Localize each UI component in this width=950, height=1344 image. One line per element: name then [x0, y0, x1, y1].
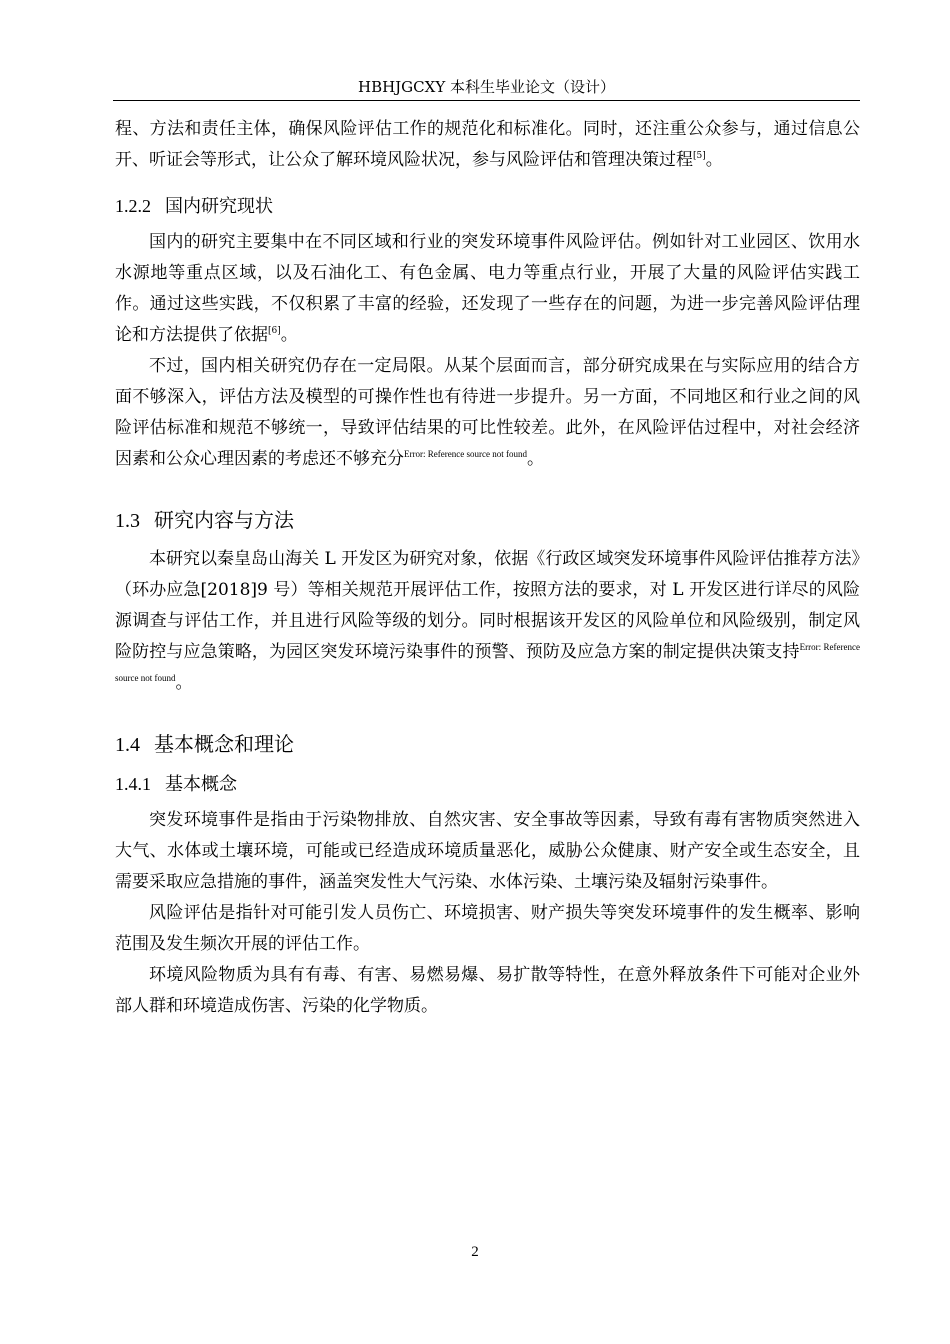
heading-1-4: [115, 729, 860, 760]
paragraph-text: 不过，国内相关研究仍存在一定局限。从某个层面而言，部分研究成果在与实际应用的结合方面不够深入，评估方法及模型的可操作性也有待进一步提升。另一方面，不同地区和行业之间的风险评估标准和规范不够统一，导致评估结果的可比性较差。此外，在风险评估过程中，对社会经济因素和公众心理因素的考虑还不够充分: [115, 356, 860, 469]
broken-citation-ref[interactable]: Error: Reference source not found: [404, 449, 527, 459]
heading-1-4-1: [115, 770, 860, 799]
paragraph-end: 。: [705, 150, 723, 170]
paragraph: [115, 351, 860, 475]
paragraph-end: 。: [280, 325, 298, 345]
section-number: 1.4.1: [115, 774, 151, 794]
paragraph-end: 。: [175, 673, 193, 693]
paragraph: [115, 544, 860, 699]
broken-citation-ref[interactable]: Error: Reference source not found: [115, 642, 860, 683]
paragraph: 突发环境事件是指由于污染物排放、自然灾害、安全事故等因素，导致有毒有害物质突然进入大气、水体或土壤环境，可能或已经造成环境质量恶化，威胁公众健康、财产安全或生态安全，且需要采取应急措施的事件，涵盖突发性大气污染、水体污染、土壤污染及辐射污染事件。: [115, 810, 860, 892]
paragraph: [115, 227, 860, 351]
running-header: HBHJGCXY 本科生毕业论文（设计）: [357, 78, 615, 96]
citation-ref[interactable]: [5]: [693, 151, 706, 161]
paragraph: 环境风险物质为具有有毒、有害、易燃易爆、易扩散等特性，在意外释放条件下可能对企业外部人群和环境造成伤害、污染的化学物质。: [115, 965, 860, 1016]
section-number: 1.2.2: [115, 196, 151, 216]
citation-ref[interactable]: [6]: [268, 326, 281, 336]
header-rule: [113, 100, 860, 101]
continued-paragraph: [115, 114, 860, 176]
section-title: 研究内容与方法: [154, 508, 294, 532]
page-number: 2: [471, 1244, 479, 1260]
heading-1-3: [115, 505, 860, 536]
paragraph-text: 国内的研究主要集中在不同区域和行业的突发环境事件风险评估。例如针对工业园区、饮用水水源地等重点区域，以及石油化工、有色金属、电力等重点行业，开展了大量的风险评估实践工作。通过这些实践，不仅积累了丰富的经验，还发现了一些存在的问题，为进一步完善风险评估理论和方法提供了依据: [115, 232, 860, 345]
paragraph: 风险评估是指针对可能引发人员伤亡、环境损害、财产损失等突发环境事件的发生概率、影响范围及发生频次开展的评估工作。: [115, 903, 860, 954]
section-number: 1.4: [115, 734, 140, 756]
section-number: 1.3: [115, 510, 140, 532]
page-body: [115, 114, 860, 1022]
paragraph-end: 。: [526, 449, 544, 469]
paragraph-text: 程、方法和责任主体，确保风险评估工作的规范化和标准化。同时，还注重公众参与，通过信息公开、听证会等形式，让公众了解环境风险状况，参与风险评估和管理决策过程: [115, 119, 860, 170]
section-title: 基本概念和理论: [154, 732, 294, 756]
section-title: 基本概念: [165, 774, 237, 795]
section-title: 国内研究现状: [165, 196, 273, 217]
heading-1-2-2: [115, 192, 860, 221]
paragraph-text: 本研究以秦皇岛山海关 L 开发区为研究对象，依据《行政区域突发环境事件风险评估推荐方法》（环办应急[2018]9 号）等相关规范开展评估工作，按照方法的要求，对 L 开发区进行详尽的风险源调查与评估工作，并且进行风险等级的划分。同时根据该开发区的风险单位和风险级别，制定风险防控与应急策略，为园区突发环境污染事件的预警、预防及应急方案的制定提供决策支持: [115, 549, 860, 662]
